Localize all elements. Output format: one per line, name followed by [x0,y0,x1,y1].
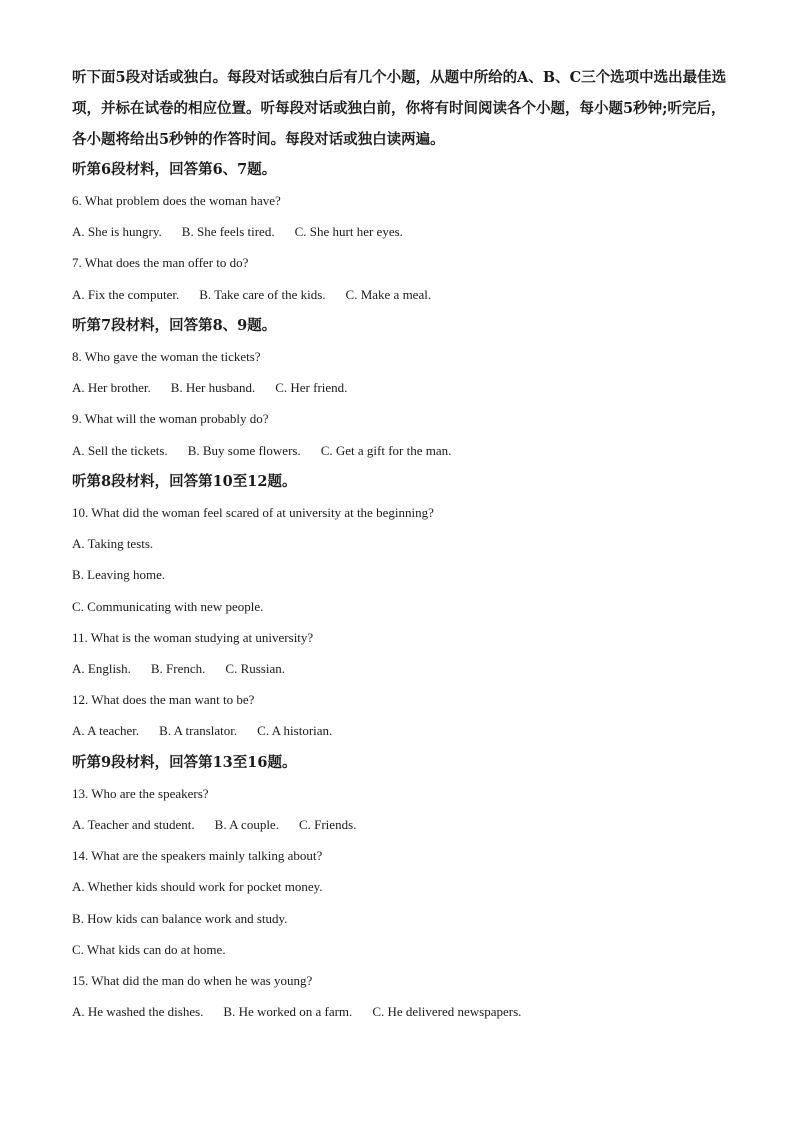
section-8-heading: 听第8段材料，回答第10至12题。 [72,473,297,490]
question-10-option-a: A. Taking tests. [72,536,154,551]
option-b: B. Take care of the kids. [199,287,326,302]
question-10-option-b: B. Leaving home. [72,567,166,582]
question-14-option-c: C. What kids can do at home. [72,942,226,957]
option-b: B. French. [150,661,206,676]
option-c: C. Make a meal. [345,287,432,302]
question-14-option-b: B. How kids can balance work and study. [72,911,288,926]
question-12: 12. What does the man want to be? [72,692,255,707]
instructions-paragraph: 听下面5段对话或独白。每段对话或独白后有几个小题，从题中所给的A、B、C三个选项中选出最佳选项，并标在试卷的相应位置。听每段对话或独白前，你将有时间阅读各个小题，每小题5秒钟;听完后，各小题将给出5秒钟的作答时间。每段对话或独白读两遍。 [72,69,727,148]
question-9-options [72,442,451,460]
option-c: C. Friends. [298,817,357,832]
question-13: 13. Who are the speakers? [72,786,209,801]
question-15-options [72,1003,521,1021]
option-c: C. He delivered newspapers. [372,1004,522,1019]
option-b: B. He worked on a farm. [223,1004,353,1019]
question-8-options [72,379,347,397]
option-c: C. She hurt her eyes. [294,224,403,239]
option-a: A. English. [72,661,131,676]
option-c: C. Her friend. [275,380,348,395]
option-b: B. Buy some flowers. [187,443,301,458]
option-c: C. A historian. [257,723,333,738]
section-7-heading: 听第7段材料，回答第8、9题。 [72,317,277,334]
question-6-options [72,223,403,241]
question-7: 7. What does the man offer to do? [72,255,249,270]
question-13-options [72,816,356,834]
option-a: A. A teacher. [72,723,140,738]
option-a: A. Sell the tickets. [72,443,168,458]
question-8: 8. Who gave the woman the tickets? [72,349,261,364]
question-12-options [72,722,332,740]
option-b: B. Her husband. [170,380,256,395]
option-b: B. She feels tired. [181,224,275,239]
option-a: A. Fix the computer. [72,287,180,302]
option-a: A. Teacher and student. [72,817,195,832]
question-9: 9. What will the woman probably do? [72,411,269,426]
question-6: 6. What problem does the woman have? [72,193,281,208]
option-b: B. A translator. [159,723,238,738]
section-6-heading: 听第6段材料，回答第6、7题。 [72,161,277,178]
question-11-options [72,660,285,678]
question-10: 10. What did the woman feel scared of at university at the beginning? [72,505,434,520]
question-14: 14. What are the speakers mainly talking about? [72,848,323,863]
option-a: A. Her brother. [72,380,151,395]
question-7-options [72,286,431,304]
option-a: A. She is hungry. [72,224,162,239]
question-15: 15. What did the man do when he was young? [72,973,313,988]
question-11: 11. What is the woman studying at university? [72,630,314,645]
question-10-option-c: C. Communicating with new people. [72,599,264,614]
question-14-option-a: A. Whether kids should work for pocket money. [72,879,323,894]
section-9-heading: 听第9段材料，回答第13至16题。 [72,754,297,771]
option-c: C. Get a gift for the man. [320,443,452,458]
option-b: B. A couple. [214,817,279,832]
option-a: A. He washed the dishes. [72,1004,204,1019]
option-c: C. Russian. [225,661,285,676]
